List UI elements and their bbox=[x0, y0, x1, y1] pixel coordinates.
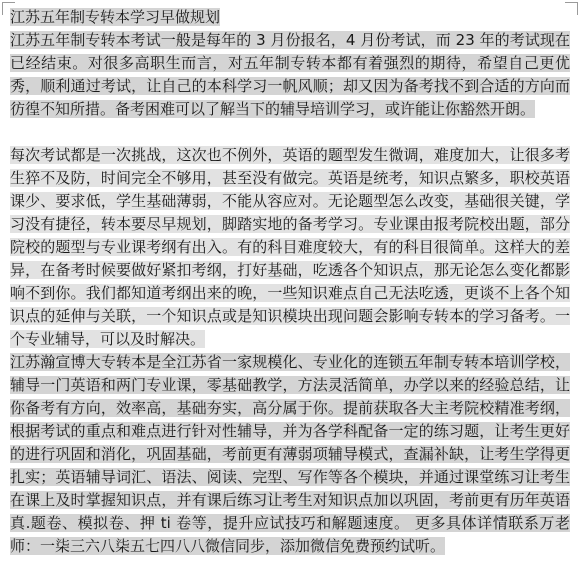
paragraph-intro bbox=[10, 29, 570, 121]
paragraph-challenge-text: 每次考试都是一次挑战，这次也不例外，英语的题型发生微调，难度加大，让很多考生猝不及防，时间完全不够用，甚至没有做完。英语是统考，知识点繁多，职校英语课少、要求低，学生基础薄弱，不能从容应对。无论题型怎么改变，基础很关键，学习没有捷径，转本要尽早规划，脚踏实地的备考学习。专业课由报考院校出题，部分院校的题型与专业课考纲有出入。有的科目难度较大，有的科目很简单。这样大的差异，在备考时候要做好紧扣考纲，打好基础，吃透各个知识点，那无论怎么变化都影响不到你。我们都知道考纲出来的晚，一些知识难点自己无法吃透，更谈不上各个知识点的延伸与关联，一个知识点或是知识模块出现问题会影响专转本的学习备考。一个专业辅导，可以及时解决。 bbox=[10, 146, 570, 348]
paragraph-school bbox=[10, 351, 570, 558]
page-corner-mark-top-left bbox=[2, 2, 15, 15]
page-corner-mark-top-right bbox=[565, 2, 578, 15]
paragraph-intro-text: 江苏五年制专转本考试一般是每年的 3 月份报名，4 月份考试，而 23 年的考试现在已经结束。对很多高职生而言，对五年制专转本都有着强烈的期待，希望自己更优秀，顺利通过考试，让自己的本科学习一帆风顺；却又因为备考找不到合适的方向而彷徨不知所措。备考困难可以了解当下的辅导培训学习，或许能让你豁然开朗。 bbox=[10, 31, 570, 118]
blank-line bbox=[10, 121, 570, 144]
paragraph-challenge bbox=[10, 144, 570, 351]
document-title-text: 江苏五年制专转本学习早做规划 bbox=[10, 8, 221, 26]
paragraph-school-text: 江苏瀚宣博大专转本是全江苏省一家规模化、专业化的连锁五年制专转本培训学校，辅导一门英语和两门专业课，零基础教学，方法灵活简单，办学以来的经验总结，让你备考有方向，效率高，基础夯实，高分属于你。提前获取各大主考院校精准考纲，根据考试的重点和难点进行针对性辅导，并为各学科配备一定的练习题，让考生更好的进行巩固和消化，巩固基础，考前更有薄弱项辅导模式，查漏补缺，让考生学得更扎实；英语辅导词汇、语法、阅读、完型、写作等各个模块，并通过课堂练习让考生在课上及时掌握知识点，并有课后练习让考生对知识点加以巩固，考前更有历年英语真.题卷、模拟卷、押 ti 卷等，提升应试技巧和解题速度。 更多具体详情联系万老师：一柒三六八柒五七四八八微信同步，添加微信免费预约试听。 bbox=[10, 353, 570, 555]
document-title bbox=[10, 6, 570, 29]
